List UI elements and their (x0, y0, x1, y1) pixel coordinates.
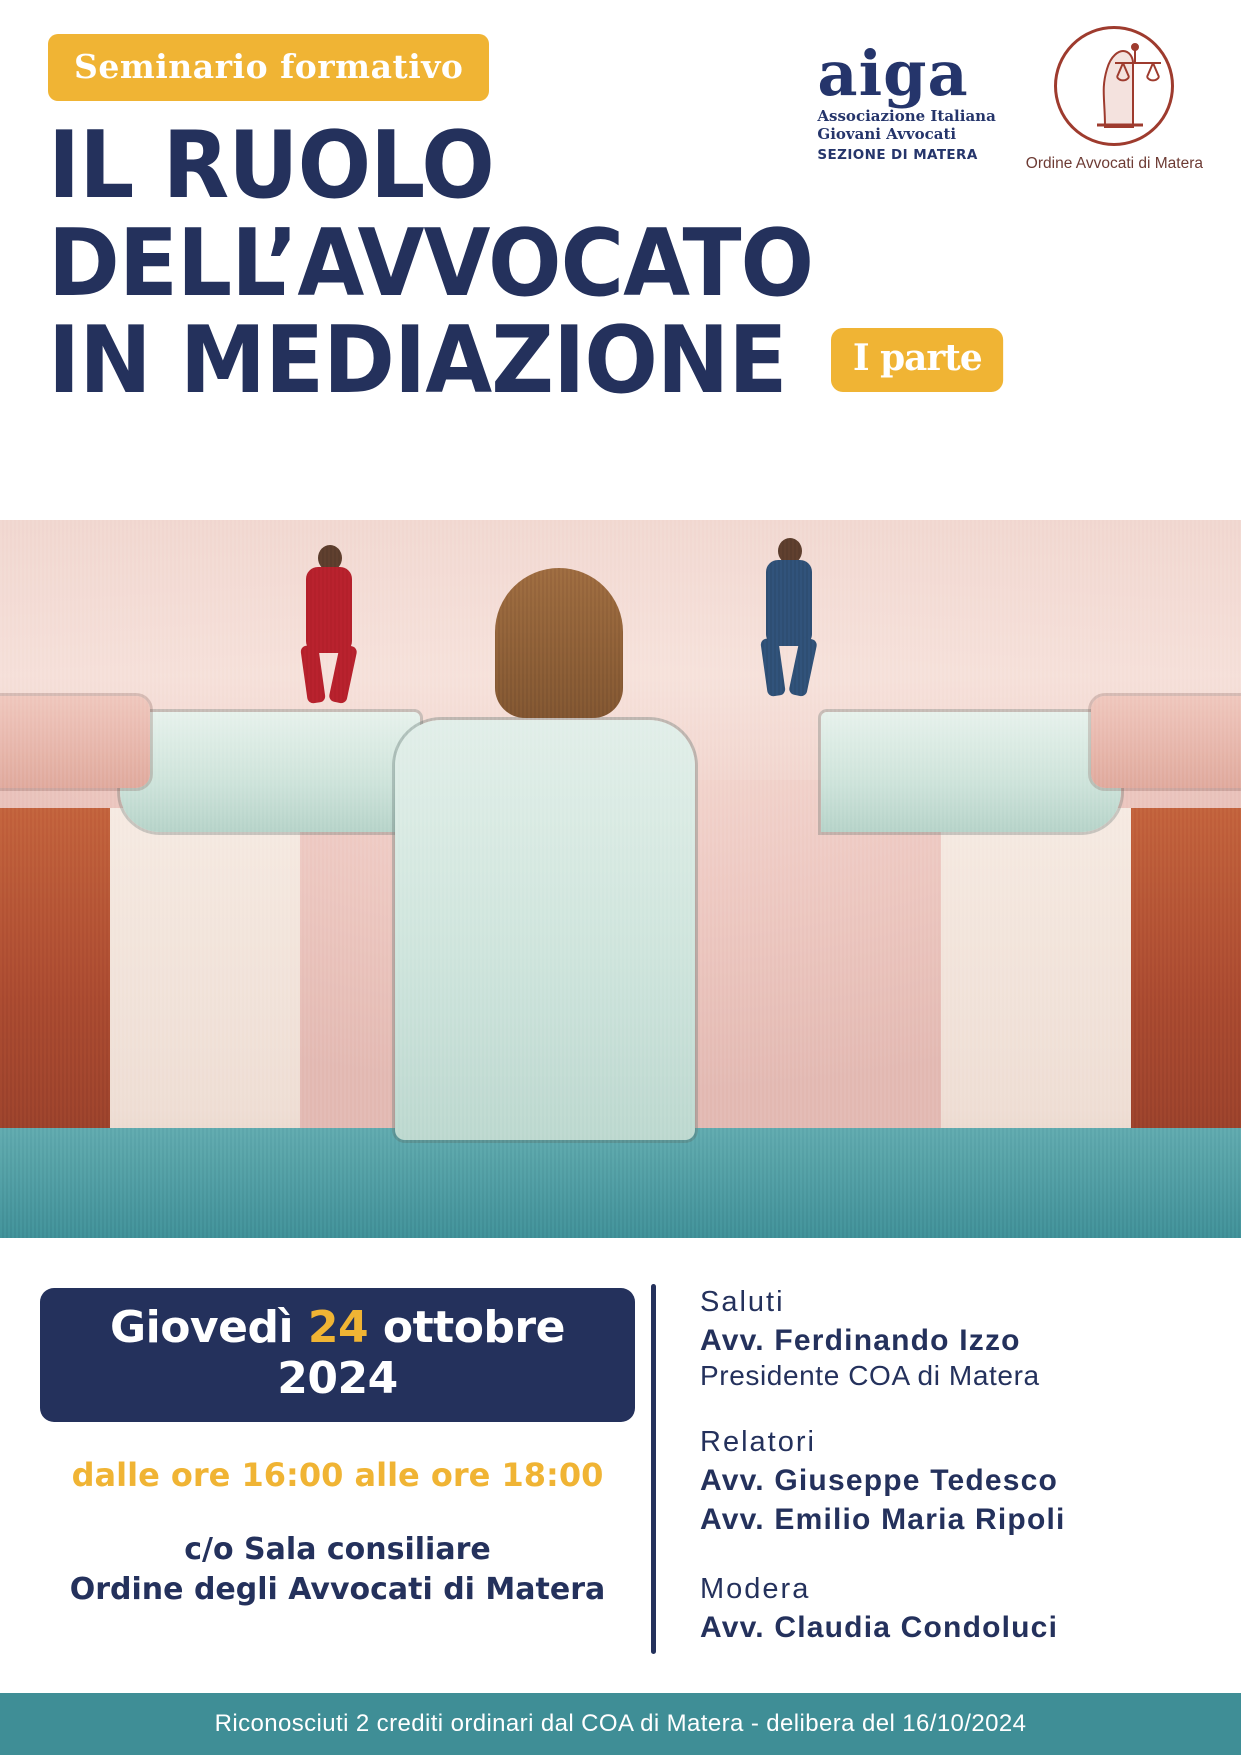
speakers-column (700, 1280, 1201, 1688)
event-venue-line2: Ordine degli Avvocati di Matera (69, 1571, 606, 1607)
part-badge: I parte (831, 328, 1004, 392)
event-info-column (40, 1280, 635, 1688)
poster-footer (0, 1693, 1241, 1755)
speaker-heading: Modera (700, 1573, 811, 1605)
title-line-2: DELL’AVVOCATO (48, 208, 814, 317)
poster-details (0, 1238, 1241, 1688)
poster-header (0, 0, 1241, 520)
ordine-logo (1026, 26, 1203, 173)
speaker-role: Presidente COA di Matera (700, 1360, 1040, 1391)
credits-text: Riconosciuti 2 crediti ordinari dal COA di Matera - delibera del 16/10/2024 (214, 1710, 1027, 1737)
seminar-badge: Seminario formativo (48, 34, 489, 101)
speaker-name-secondary: Avv. Emilio Maria Ripoli (700, 1503, 1066, 1536)
aiga-subtitle-line2: Giovani Avvocati (817, 125, 957, 144)
event-date-prefix: Giovedì (110, 1302, 308, 1353)
speaker-heading: Relatori (700, 1426, 816, 1458)
speaker-name: Avv. Giuseppe Tedesco (700, 1464, 1059, 1497)
aiga-logo (817, 26, 995, 163)
speaker-name: Avv. Claudia Condoluci (700, 1611, 1059, 1644)
title-line-1: IL RUOLO (48, 111, 494, 219)
speaker-heading: Saluti (700, 1286, 785, 1318)
event-date-suffix: ottobre 2024 (277, 1302, 565, 1404)
event-time: dalle ore 16:00 alle ore 18:00 (71, 1456, 604, 1494)
event-venue-line1: c/o Sala consiliare (184, 1532, 491, 1567)
aiga-subtitle-line1: Associazione Italiana (817, 106, 996, 125)
title-line-3: IN MEDIAZIONE (48, 306, 787, 415)
aiga-wordmark: aiga (817, 37, 969, 110)
speaker-name: Avv. Ferdinando Izzo (700, 1324, 1021, 1357)
lady-justice-scales-icon (1054, 26, 1174, 146)
speaker-group-relatori (700, 1426, 1201, 1539)
vertical-divider (651, 1284, 656, 1654)
speaker-group-saluti (700, 1286, 1201, 1392)
aiga-section: SEZIONE DI MATERA (817, 147, 978, 164)
speaker-group-modera (700, 1573, 1201, 1647)
poster-artwork (0, 520, 1241, 1238)
event-date-number: 24 (307, 1302, 369, 1353)
event-date-badge (40, 1288, 635, 1422)
artwork-texture (0, 520, 1241, 1238)
logos-group (817, 26, 1203, 173)
title-line-3-wrapper (48, 306, 997, 415)
event-venue (40, 1530, 635, 1609)
ordine-caption: Ordine Avvocati di Matera (1025, 155, 1203, 172)
aiga-subtitle (817, 107, 995, 145)
